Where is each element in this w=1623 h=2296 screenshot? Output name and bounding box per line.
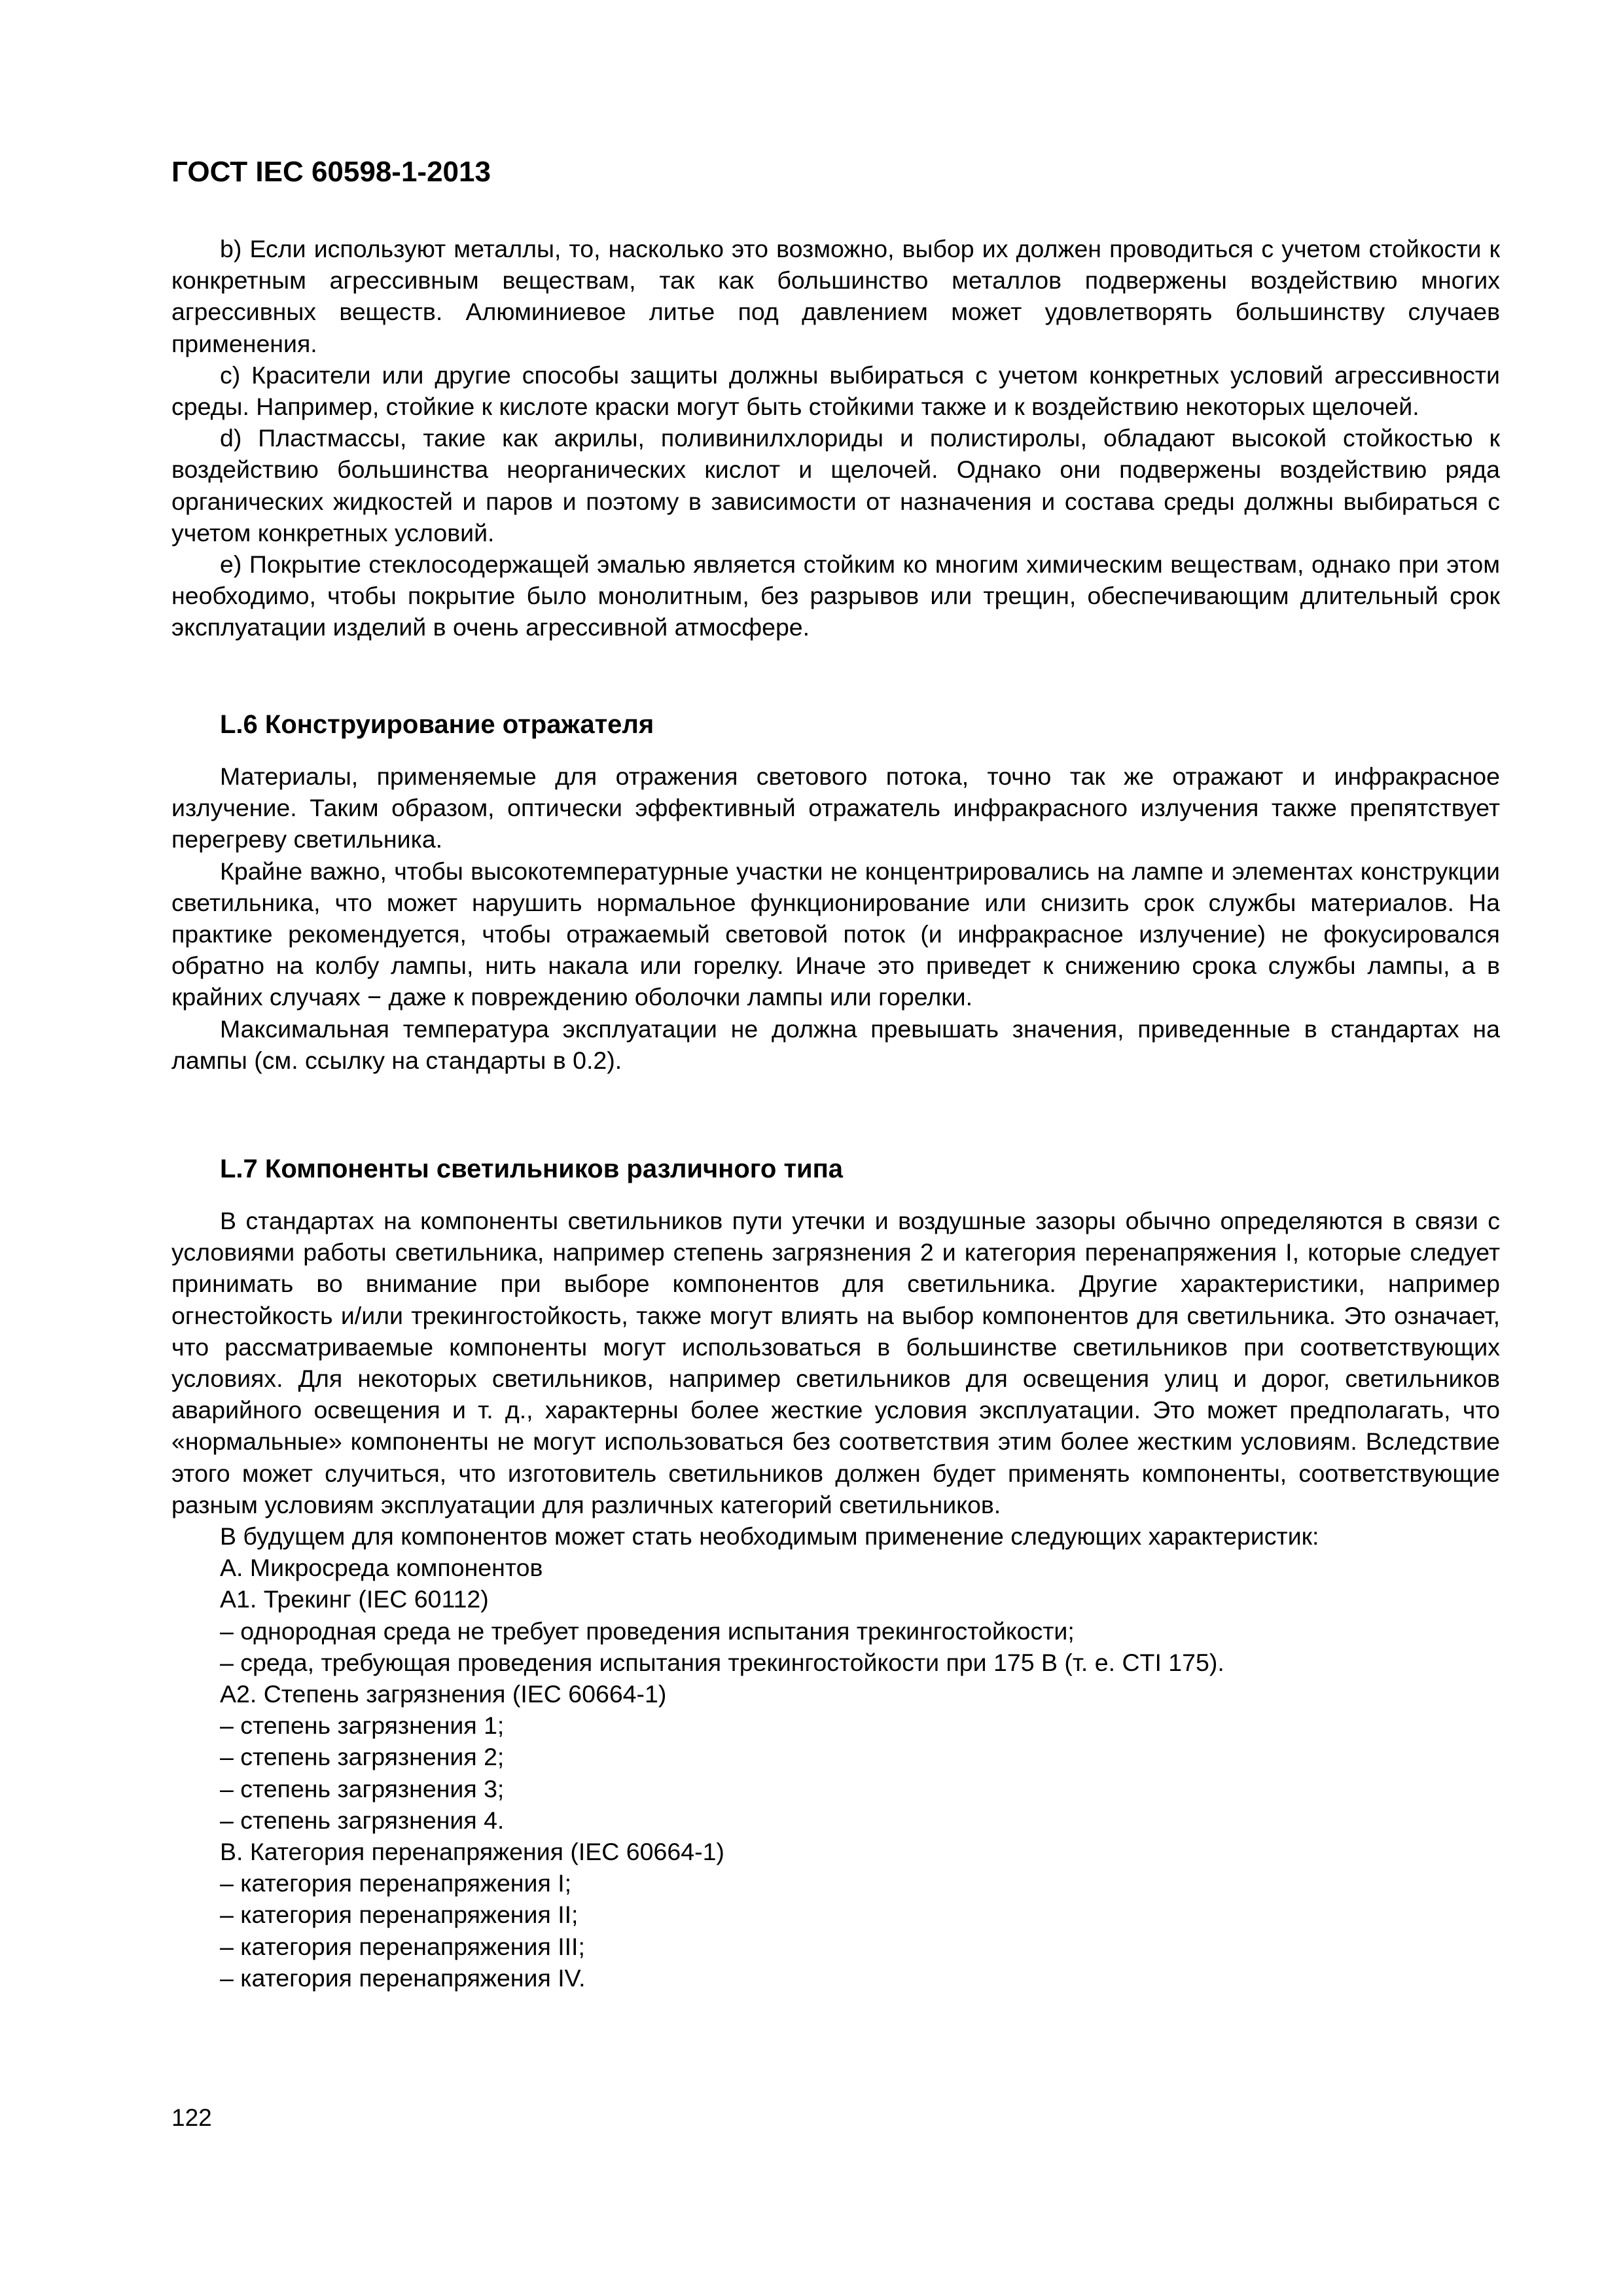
list-item: – однородная среда не требует проведения испытания трекингостойкости; (220, 1617, 1075, 1645)
page-number: 122 (171, 2104, 212, 2131)
paragraph: e) Покрытие стеклосодержащей эмалью является стойким ко многим химическим веществам, однако при этом необходимо, чтобы покрытие было монолитным, без разрывов или трещин, обеспечивающим длительный срок эксплуатации изделий в очень агрессивной атмосфере. (171, 550, 1500, 641)
list-item: – степень загрязнения 2; (220, 1743, 505, 1771)
document-header: ГОСТ IEC 60598-1-2013 (171, 156, 491, 188)
intro-section (171, 233, 1500, 643)
section-l6-body (171, 761, 1500, 1076)
list-item: – категория перенапряжения II; (220, 1901, 579, 1929)
list-item: В будущем для компонентов может стать необходимым применение следующих характеристик: (220, 1522, 1319, 1551)
list-item: – степень загрязнения 1; (220, 1712, 505, 1740)
section-heading-l6: L.6 Конструирование отражателя (220, 710, 654, 739)
list-item: – степень загрязнения 3; (220, 1774, 505, 1803)
list-item: А1. Трекинг (IEC 60112) (220, 1585, 489, 1613)
list-item: – степень загрязнения 4. (220, 1806, 505, 1834)
paragraph: Максимальная температура эксплуатации не должна превышать значения, приведенные в стандартах на лампы (см. ссылку на стандарты в 0.2). (171, 1014, 1500, 1074)
paragraph: b) Если используют металлы, то, насколько это возможно, выбор их должен проводиться с учетом стойкости к конкретным агрессивным веществам, так как большинство металлов подвержены воздействию многих агрессивных веществ. Алюминиевое литье под давлением может удовлетворять большинству случаев применения. (171, 235, 1500, 357)
paragraph: В стандартах на компоненты светильников пути утечки и воздушные зазоры обычно определяются в связи с условиями работы светильника, например степень загрязнения 2 и категория перенапряжения I, которые следует принимать во внимание при выборе компонентов для светильника. Другие характеристики, например огнестойкость и/или трекингостойкость, также могут влиять на выбор компонентов для светильника. Это означает, что рассматриваемые компоненты могут использоваться в большинстве светильников при соответствующих условиях. Для некоторых светильников, например светильников для освещения улиц и дорог, светильников аварийного освещения и т. д., характерны более жесткие условия эксплуатации. Это может предполагать, что «нормальные» компоненты не могут использоваться без соответствия этим более жестким условиям. Вследствие этого может случиться, что изготовитель светильников должен будет применять компоненты, соответствующие разным условиям эксплуатации для различных категорий светильников. (171, 1207, 1500, 1518)
list-item: В. Категория перенапряжения (IEC 60664-1) (220, 1838, 724, 1866)
list-item: – категория перенапряжения I; (220, 1869, 572, 1897)
section-heading-l7: L.7 Компоненты светильников различного типа (220, 1155, 844, 1183)
paragraph: d) Пластмассы, такие как акрилы, поливинилхлориды и полистиролы, обладают высокой стойкостью к воздействию большинства неорганических кислот и щелочей. Однако они подвержены воздействию ряда органических жидкостей и паров и поэтому в зависимости от назначения и состава среды должны выбираться с учетом конкретных условий. (171, 424, 1500, 547)
paragraph: Крайне важно, чтобы высокотемпературные участки не концентрировались на лампе и элементах конструкции светильника, что может нарушить нормальное функционирование или снизить срок службы материалов. На практике рекомендуется, чтобы отражаемый световой поток (и инфракрасное излучение) не фокусировался обратно на колбу лампы, нить накала или горелку. Иначе это приведет к снижению срока службы лампы, а в крайних случаях − даже к повреждению оболочки лампы или горелки. (171, 857, 1500, 1011)
list-item: – категория перенапряжения III; (220, 1932, 585, 1960)
list-item: – категория перенапряжения IV. (220, 1964, 586, 1992)
paragraph: c) Красители или другие способы защиты должны выбираться с учетом конкретных условий агрессивности среды. Например, стойкие к кислоте краски могут быть стойкими также и к воздействию некоторых щелочей. (171, 361, 1500, 421)
list-item: А. Микросреда компонентов (220, 1554, 543, 1582)
list-item: – среда, требующая проведения испытания трекингостойкости при 175 В (т. е. CTI 175). (220, 1648, 1224, 1676)
list-item: А2. Степень загрязнения (IEC 60664-1) (220, 1680, 667, 1708)
paragraph: Материалы, применяемые для отражения светового потока, точно так же отражают и инфракрасное излучение. Таким образом, оптически эффективный отражатель инфракрасного излучения также препятствует перегреву светильника. (171, 762, 1500, 853)
section-l7-body (171, 1205, 1500, 1994)
